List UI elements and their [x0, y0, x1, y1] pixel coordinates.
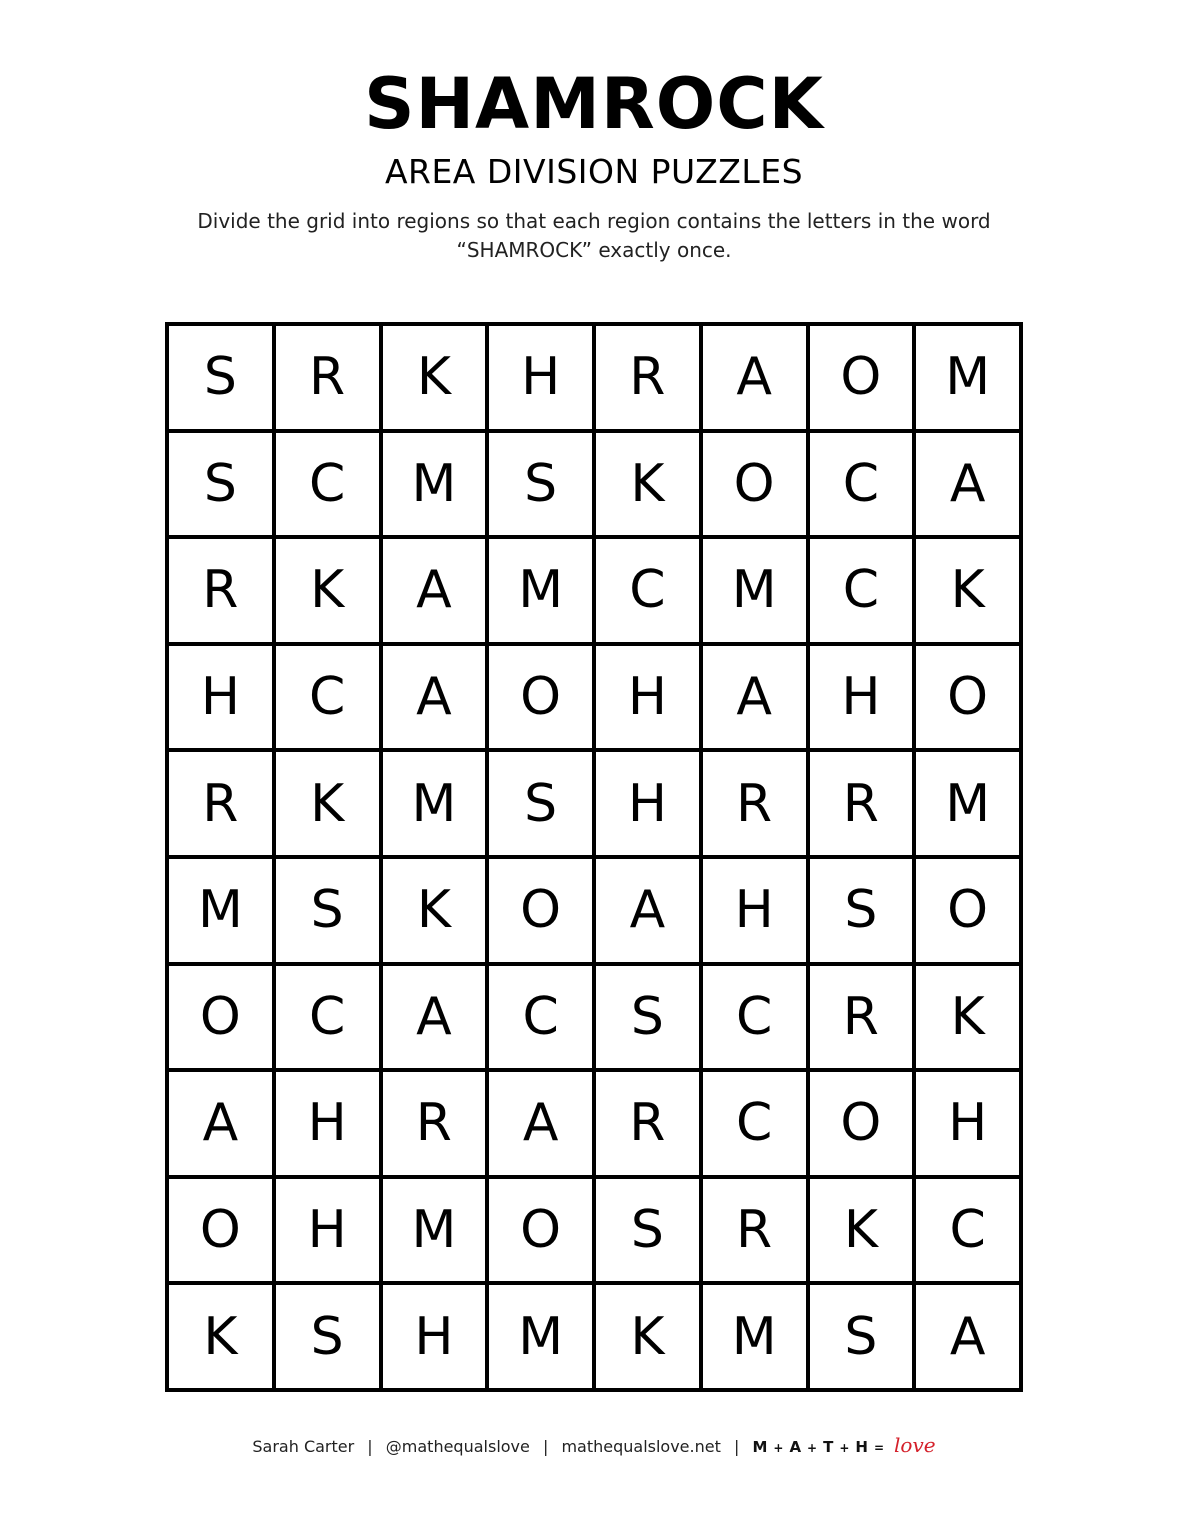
grid-cell: K	[276, 752, 379, 855]
grid-cell: A	[703, 326, 806, 429]
grid-cell: R	[169, 752, 272, 855]
footer-separator: |	[367, 1437, 373, 1456]
grid-cell: C	[916, 1179, 1019, 1282]
grid-cell: K	[383, 859, 486, 962]
puzzle-instructions: Divide the grid into regions so that each region contains the letters in the word “SHAMROCK” exactly once.	[197, 209, 991, 262]
logo-love: love	[894, 1433, 936, 1457]
grid-cell: O	[916, 646, 1019, 749]
grid-cell: O	[489, 1179, 592, 1282]
grid-cell: M	[383, 752, 486, 855]
page-title: SHAMROCK	[364, 63, 824, 145]
grid-cell: K	[383, 326, 486, 429]
grid-cell: C	[276, 433, 379, 536]
grid-cell: M	[916, 752, 1019, 855]
grid-cell: K	[596, 433, 699, 536]
grid-cell: M	[703, 539, 806, 642]
grid-cell: M	[383, 1179, 486, 1282]
grid-cell: R	[810, 966, 913, 1069]
grid-cell: A	[383, 539, 486, 642]
logo-letter: A	[789, 1438, 803, 1456]
grid-cell: O	[169, 1179, 272, 1282]
grid-cell: S	[276, 1285, 379, 1388]
grid-cell: A	[383, 646, 486, 749]
grid-cell: S	[169, 433, 272, 536]
math-equals-love-logo	[752, 1432, 935, 1461]
footer-separator: |	[733, 1437, 740, 1456]
footer-website: mathequalslove.net	[561, 1437, 721, 1456]
grid-cell: A	[169, 1072, 272, 1175]
grid-cell: C	[596, 539, 699, 642]
grid-cell: S	[489, 433, 592, 536]
grid-cell: R	[169, 539, 272, 642]
grid-cell: R	[703, 1179, 806, 1282]
grid-cell: S	[596, 1179, 699, 1282]
letter-grid	[165, 322, 1023, 1392]
grid-cell: O	[169, 966, 272, 1069]
logo-letter: M	[752, 1438, 769, 1456]
grid-cell: R	[383, 1072, 486, 1175]
grid-cell: O	[703, 433, 806, 536]
grid-cell: C	[276, 646, 379, 749]
grid-cell: A	[489, 1072, 592, 1175]
grid-cell: H	[703, 859, 806, 962]
logo-plus: +	[839, 1441, 851, 1455]
grid-cell: H	[596, 646, 699, 749]
grid-cell: R	[810, 752, 913, 855]
grid-cell: S	[489, 752, 592, 855]
logo-equals: =	[873, 1441, 886, 1455]
grid-cell: K	[276, 539, 379, 642]
grid-cell: S	[810, 1285, 913, 1388]
grid-cell: C	[489, 966, 592, 1069]
grid-cell: R	[596, 326, 699, 429]
grid-cell: M	[916, 326, 1019, 429]
grid-cell: A	[383, 966, 486, 1069]
grid-cell: O	[916, 859, 1019, 962]
grid-cell: M	[383, 433, 486, 536]
grid-cell: A	[596, 859, 699, 962]
logo-plus: +	[773, 1441, 785, 1455]
grid-cell: S	[276, 859, 379, 962]
grid-cell: O	[810, 1072, 913, 1175]
grid-cell: H	[489, 326, 592, 429]
grid-cell: K	[810, 1179, 913, 1282]
page-subtitle: AREA DIVISION PUZZLES	[384, 152, 804, 191]
grid-cell: C	[276, 966, 379, 1069]
footer-handle: @mathequalslove	[385, 1437, 530, 1456]
grid-cell: C	[810, 539, 913, 642]
grid-cell: K	[916, 966, 1019, 1069]
grid-cell: O	[810, 326, 913, 429]
logo-letter: H	[855, 1438, 869, 1456]
grid-cell: S	[810, 859, 913, 962]
grid-cell: M	[489, 539, 592, 642]
grid-cell: M	[169, 859, 272, 962]
grid-cell: H	[276, 1179, 379, 1282]
grid-cell: R	[703, 752, 806, 855]
grid-cell: O	[489, 646, 592, 749]
footer-author: Sarah Carter	[252, 1437, 355, 1456]
grid-cell: H	[169, 646, 272, 749]
grid-cell: C	[703, 966, 806, 1069]
grid-cell: C	[810, 433, 913, 536]
grid-cell: K	[916, 539, 1019, 642]
grid-cell: A	[703, 646, 806, 749]
grid-cell: K	[596, 1285, 699, 1388]
grid-cell: H	[916, 1072, 1019, 1175]
footer-separator: |	[542, 1437, 549, 1456]
footer	[0, 1432, 1188, 1461]
grid-cell: R	[596, 1072, 699, 1175]
grid-cell: A	[916, 433, 1019, 536]
logo-letter: T	[823, 1438, 835, 1456]
grid-cell: S	[596, 966, 699, 1069]
grid-cell: R	[276, 326, 379, 429]
grid-cell: H	[810, 646, 913, 749]
logo-plus: +	[807, 1441, 819, 1455]
grid-cell: H	[596, 752, 699, 855]
grid-cell: M	[489, 1285, 592, 1388]
grid-cell: M	[703, 1285, 806, 1388]
grid-cell: H	[276, 1072, 379, 1175]
grid-cell: C	[703, 1072, 806, 1175]
grid-cell: K	[169, 1285, 272, 1388]
grid-cell: H	[383, 1285, 486, 1388]
grid-cell: A	[916, 1285, 1019, 1388]
grid-cell: S	[169, 326, 272, 429]
grid-cell: O	[489, 859, 592, 962]
